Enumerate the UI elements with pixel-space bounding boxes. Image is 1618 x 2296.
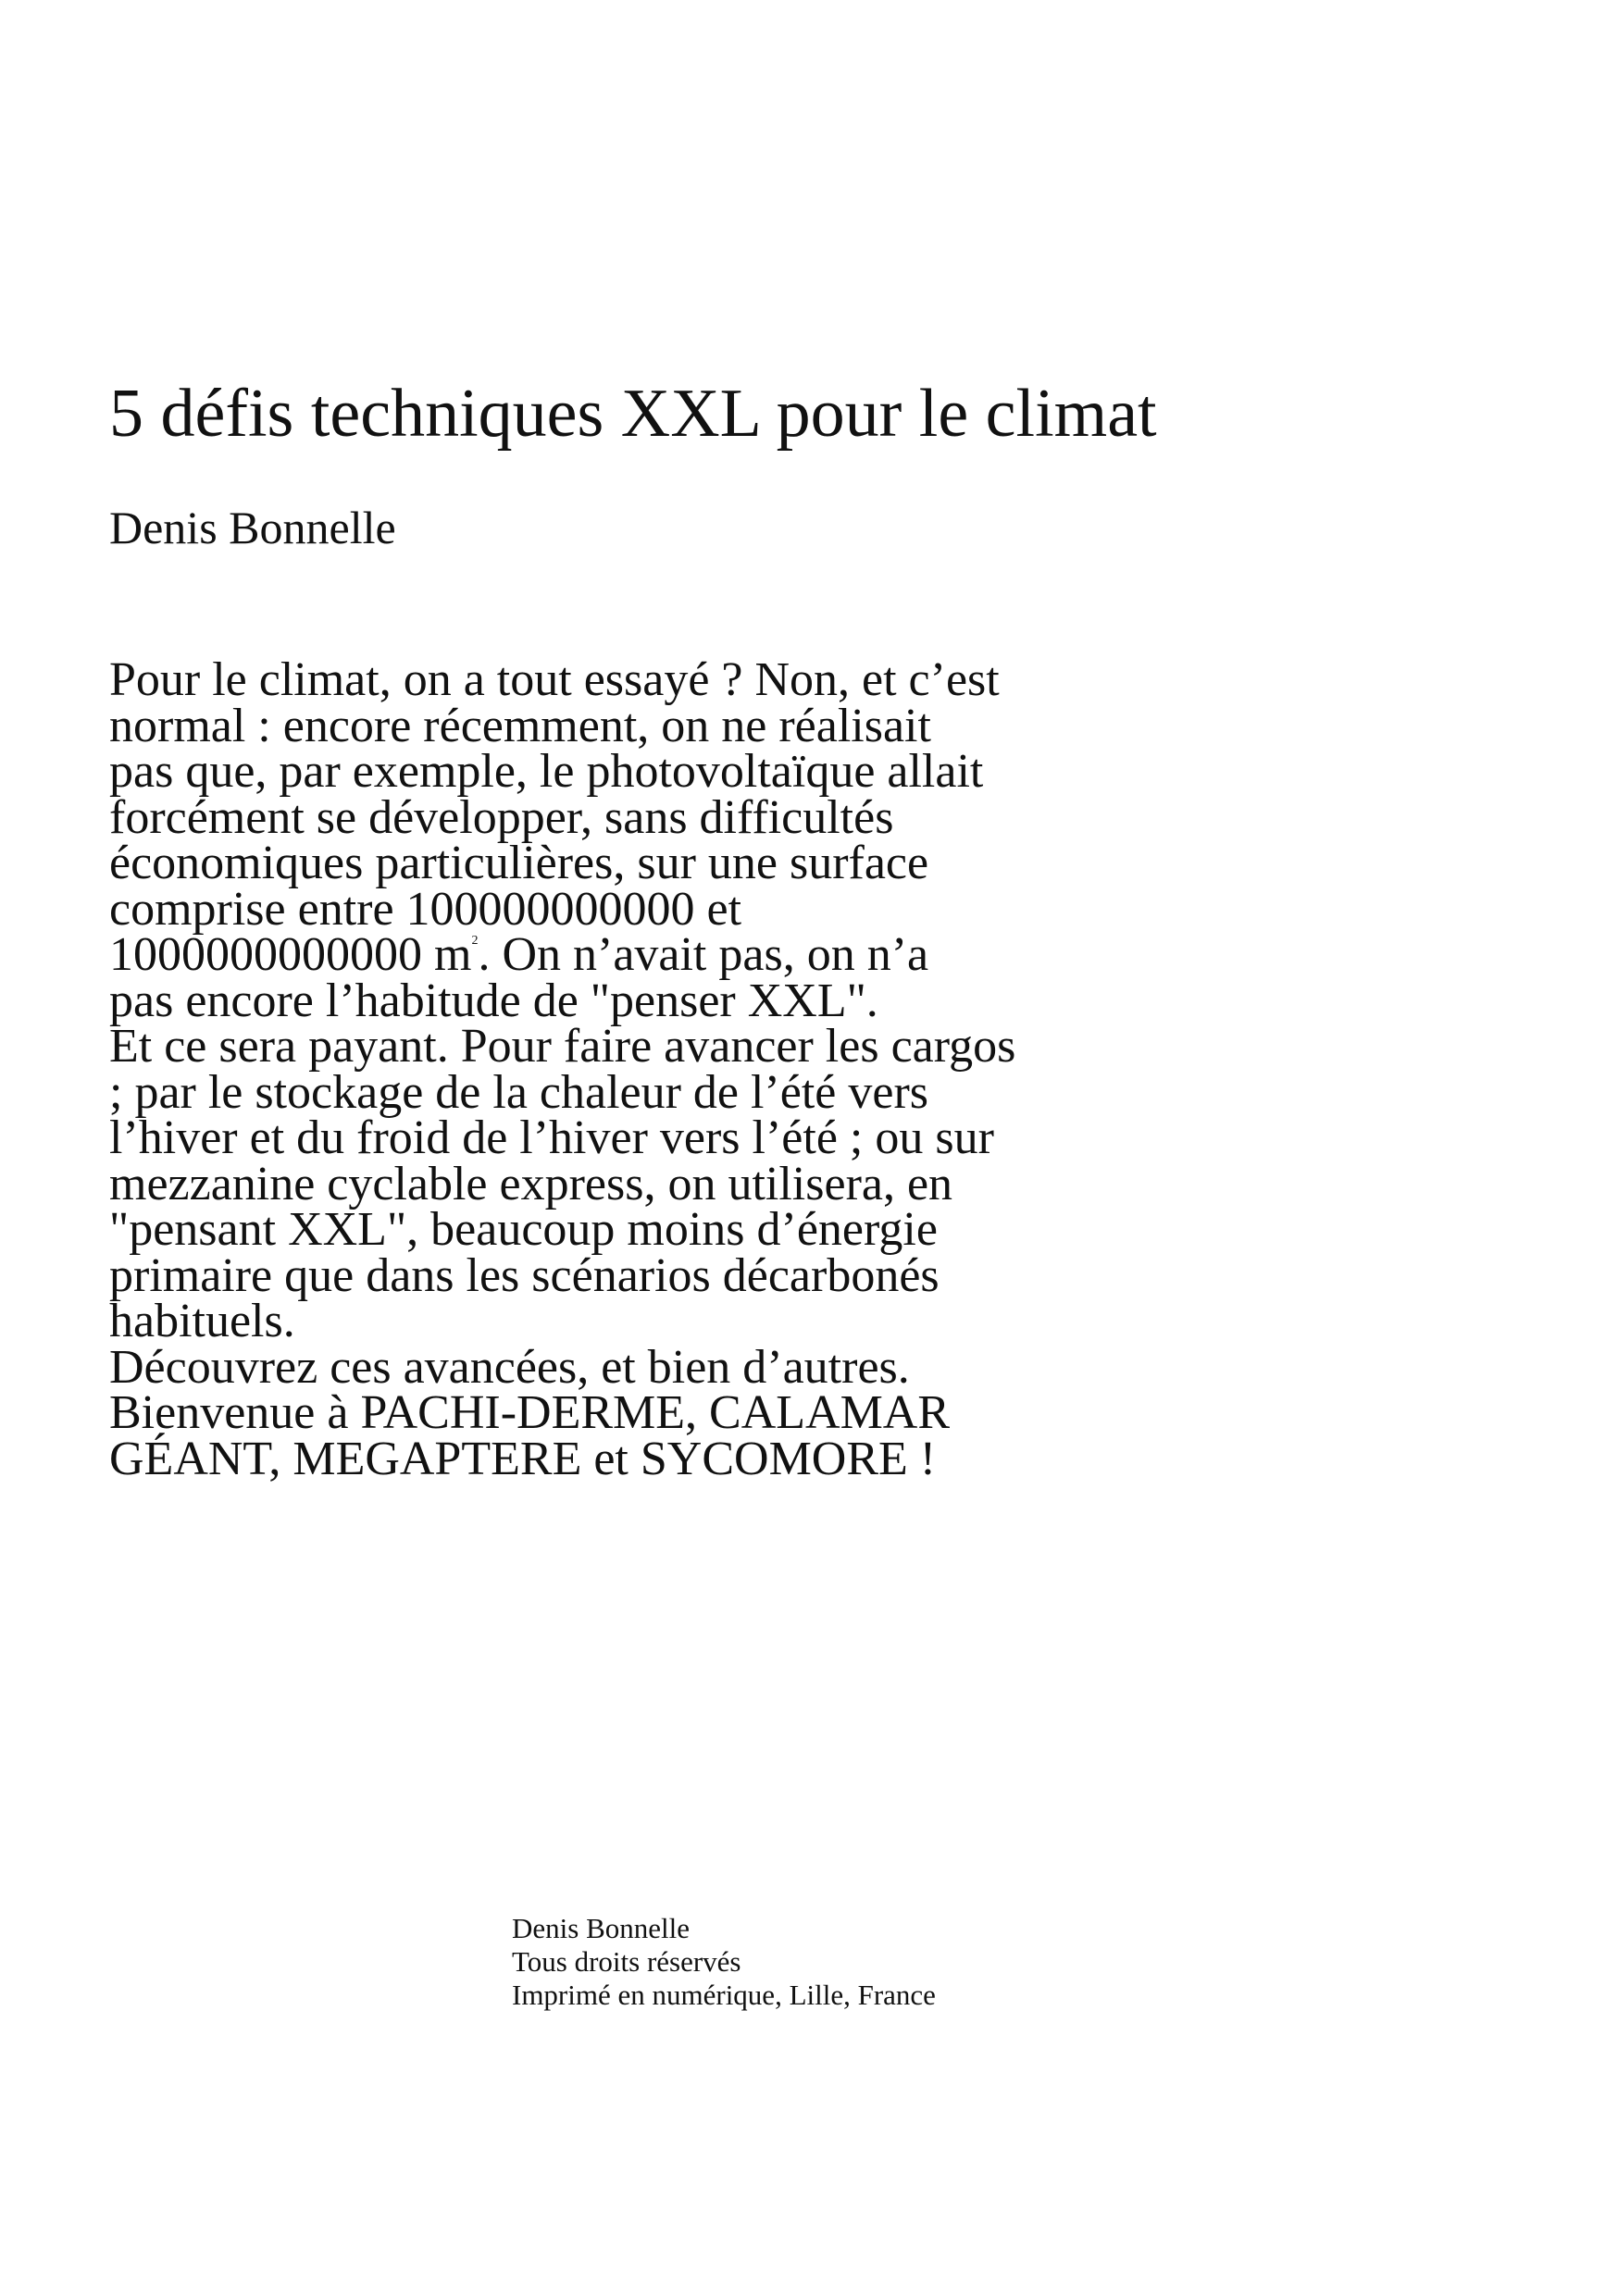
blurb-line: GÉANT, MEGAPTERE et SYCOMORE ! (109, 1432, 937, 1485)
blurb-line: "pensant XXL", beaucoup moins d’énergie (109, 1203, 938, 1256)
blurb-line: Pour le climat, on a tout essayé ? Non, et c’est (109, 653, 1000, 706)
blurb-line: pas que, par exemple, le photovoltaïque allait (109, 745, 984, 798)
colophon-printing: Imprimé en numérique, Lille, France (512, 1979, 936, 2011)
author-name: Denis Bonnelle (109, 502, 396, 553)
blurb-line: primaire que dans les scénarios décarbonés (109, 1248, 940, 1302)
colophon-rights: Tous droits réservés (512, 1945, 741, 1978)
blurb-line (109, 928, 1015, 981)
blurb-line: pas encore l’habitude de "penser XXL". (109, 974, 878, 1027)
blurb-line: Et ce sera payant. Pour faire avancer les cargos (109, 1020, 1016, 1073)
blurb-line: normal : encore récemment, on ne réalisait (109, 699, 931, 752)
colophon-author: Denis Bonnelle (512, 1912, 690, 1944)
blurb-line: mezzanine cyclable express, on utilisera, en (109, 1157, 953, 1210)
blurb-text (109, 653, 1016, 1485)
book-title: 5 défis techniques XXL pour le climat (109, 376, 1157, 452)
colophon (512, 1912, 936, 2012)
blurb-line-end: . On n’avait pas, on n’a (478, 928, 929, 981)
blurb-line: comprise entre 100000000000 et (109, 882, 742, 936)
squared-superscript: 2 (471, 934, 479, 948)
blurb-line: l’hiver et du froid de l’hiver vers l’été ; ou sur (109, 1111, 994, 1164)
blurb-line: ; par le stockage de la chaleur de l’été vers (109, 1065, 928, 1119)
blurb-line: forcément se développer, sans difficultés (109, 790, 894, 844)
blurb-line: habituels. (109, 1295, 295, 1347)
blurb-line: Découvrez ces avancées, et bien d’autres. (109, 1340, 910, 1394)
blurb-line: économiques particulières, sur une surface (109, 837, 929, 889)
blurb-line-start: 1000000000000 m (109, 928, 472, 981)
blurb-line: Bienvenue à PACHI-DERME, CALAMAR (109, 1386, 951, 1439)
